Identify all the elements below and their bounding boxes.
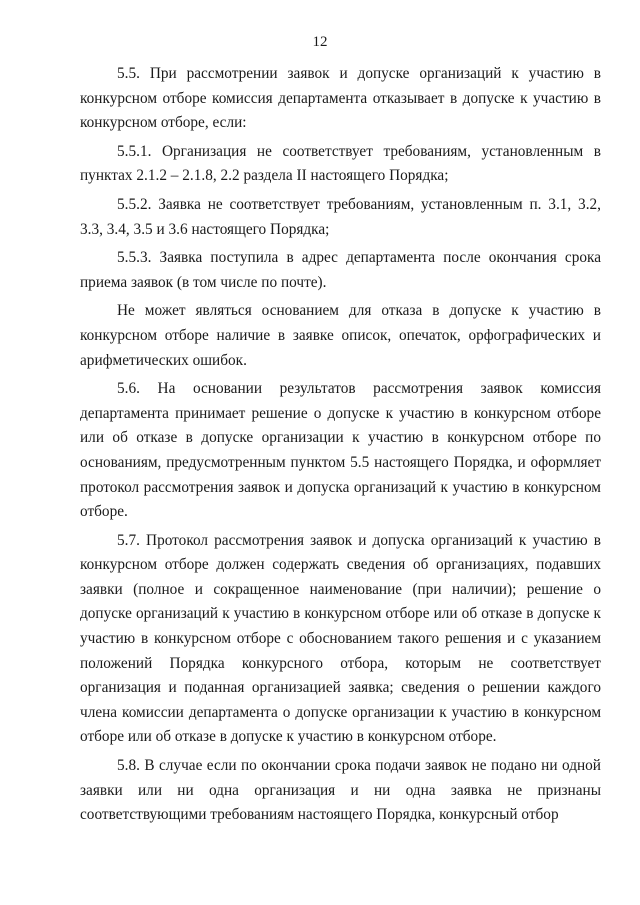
document-body — [80, 62, 601, 828]
page-number: 12 — [312, 34, 328, 50]
paragraph-5-5-3: 5.5.3. Заявка поступила в адрес департамента после окончания срока приема заявок (в том числе по почте). — [80, 249, 601, 291]
paragraph-5-8: 5.8. В случае если по окончании срока подачи заявок не подано ни одной заявки или ни одна организация и ни одна заявка не признаны соответствующими требованиям настоящего Порядка, конкурсный отбор — [80, 757, 601, 824]
paragraph-5-5-2: 5.5.2. Заявка не соответствует требованиям, установленным п. 3.1, 3.2, 3.3, 3.4, 3.5 и 3.6 настоящего Порядка; — [80, 195, 601, 238]
paragraph-5-7: 5.7. Протокол рассмотрения заявок и допуска организаций к участию в конкурсном отборе должен содержать сведения об организациях, подавших заявки (полное и сокращенное наименование (при наличии); решение о допуске организаций к участию в конкурсном отборе или об отказе в допуске к участию в конкурсном отборе с обоснованием такого решения и с указанием положений Порядка конкурсного отбора, которым не соответствует организация и поданная организацией заявка; сведения о решении каждого члена комиссии департамента о допуске организации к участию в конкурсном отборе или об отказе в допуске к участию в конкурсном отборе. — [80, 531, 601, 746]
paragraph-5-5: 5.5. При рассмотрении заявок и допуске организаций к участию в конкурсном отборе комиссия департамента отказывает в допуске к участию в конкурсном отборе, если: — [80, 65, 601, 132]
paragraph-5-5-1: 5.5.1. Организация не соответствует требованиям, установленным в пунктах 2.1.2 – 2.1.8, 2.2 раздела II настоящего Порядка; — [80, 142, 601, 185]
paragraph-5-6: 5.6. На основании результатов рассмотрения заявок комиссия департамента принимает решение о допуске к участию в конкурсном отборе или об отказе в допуске организации к участию в конкурсном отборе по основаниям, предусмотренным пунктом 5.5 настоящего Порядка, и оформляет протокол рассмотрения заявок и допуска организаций к участию в конкурсном отборе. — [80, 380, 601, 521]
paragraph-note: Не может являться основанием для отказа в допуске к участию в конкурсном отборе наличие в заявке описок, опечаток, орфографических и арифметических ошибок. — [80, 302, 601, 369]
